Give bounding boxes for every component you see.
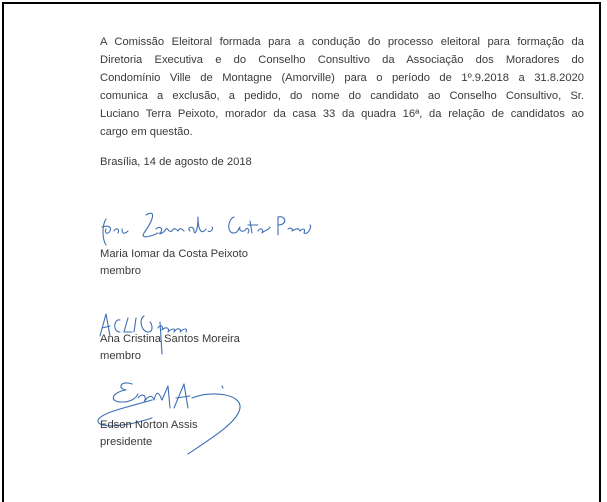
paragraph-line: cargo em questão. (100, 126, 193, 138)
signatory-name: Edson Norton Assis (100, 419, 198, 431)
paragraph-line: Condomínio Ville de Montagne (Amorville) para o período de 1º.9.2018 a 31.8.2020 (100, 72, 584, 84)
signatory-name: Maria Iomar da Costa Peixoto (100, 248, 248, 260)
signatory-2 (100, 331, 240, 365)
signatory-1 (100, 246, 248, 280)
paragraph-line: Diretoria Executiva e do Conselho Consultivo da Associação dos Moradores do (100, 54, 584, 66)
signatory-role: membro (100, 350, 142, 362)
signatory-role: presidente (100, 436, 153, 448)
signatory-role: membro (100, 265, 142, 277)
signatory-name: Ana Cristina Santos Moreira (100, 333, 240, 345)
paragraph-line: comunica a exclusão, a pedido, do nome do candidato ao Conselho Consultivo, Sr. (100, 90, 584, 102)
paragraph-line: A Comissão Eleitoral formada para a condução do processo eleitoral para formação da (100, 36, 584, 48)
paragraph-line: Luciano Terra Peixoto, morador da casa 33 da quadra 16ª, da relação de candidatos ao (100, 108, 584, 120)
signatory-3 (100, 417, 198, 451)
date-line: Brasília, 14 de agosto de 2018 (100, 156, 252, 168)
body-paragraph (100, 33, 584, 141)
